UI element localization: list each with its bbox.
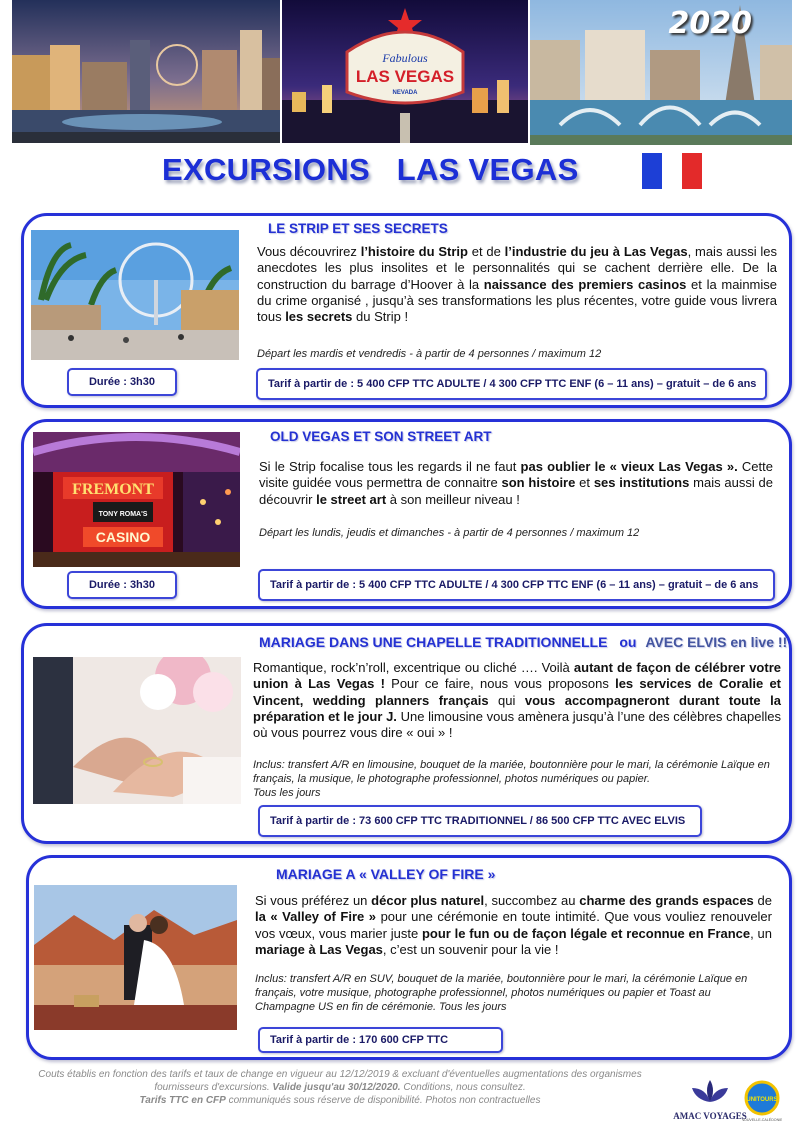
flag-stripe-blue [642,153,662,189]
footer-line3: communiqués sous réserve de disponibilité. Photos non contractuelles [225,1095,541,1106]
header-photo-vegas-sign [282,0,528,143]
photo-high-roller-strip [31,230,239,360]
price-badge: Tarif à partir de : 73 600 CFP TTC TRADITIONNEL / 86 500 CFP TTC AVEC ELVIS [258,805,702,837]
unitours-logo [742,1080,782,1120]
price-badge: Tarif à partir de : 170 600 CFP TTC [258,1027,503,1053]
sign-las-vegas-text: LAS VEGAS [355,67,455,86]
unitours-sub-text: NOUVELLE-CALÉDONIE [742,1118,782,1122]
duration-badge: Durée : 3h30 [67,368,177,396]
sign-nevada-text: NEVADA [392,90,418,96]
section-description: Si le Strip focalise tous les regards il ne faut pas oublier le « vieux Las Vegas ». Cette visite guidée vous permettra de connaitre son histoire et ses institutions mais aussi de découvrir le street art à son meilleur niveau ! [259,459,774,507]
flag-stripe-red [682,153,702,189]
price-badge: Tarif à partir de : 5 400 CFP TTC ADULTE / 4 300 CFP TTC ENF (6 – 11 ans) – gratuit – de 6 ans [256,368,767,400]
inclusions-note: Inclus: transfert A/R en SUV, bouquet de la mariée, boutonnière pour le mari, la cérémonie Laïque en français, votre musique, photographe professionnel, photos numériques ou papier et Toast au Champagne US en fin de cérémonie. Tous les jours [255,973,748,1013]
section-description: Vous découvrirez l’histoire du Strip et de l’industrie du jeu à Las Vegas, mais aussi les anecdotes les plus insolites et le personnalités qui se cachent derrière elle. De la construction du barrage d’Hoover à la naissance des premiers casinos et la mainmise du crime organisé , jusqu’à ses transformations les plus récentes, votre guide vous livrera tous les secrets du Strip ! [257,244,777,325]
amac-lotus-icon [688,1078,732,1106]
header-photo-bellagio [530,0,792,145]
title-elvis: AVEC ELVIS en live !! [645,634,788,650]
tony-romas-sign-text: TONY ROMA'S [98,511,148,518]
departure-note: Départ les lundis, jeudis et dimanches - à partir de 4 personnes / maximum 12 [259,527,640,539]
footer-disclaimer [30,1068,650,1107]
photo-fremont-street [33,432,240,567]
footer-tarifs: Tarifs TTC en CFP [139,1095,226,1106]
inclusions-text: Inclus: transfert A/R en limousine, bouquet de la mariée, boutonnière pour le mari, la cérémonie Laïque en français, la musique, le photographe professionnel, photos numériques ou papier. [253,759,770,785]
unitours-text: UNITOURS [746,1097,778,1103]
section-title [259,634,787,650]
year-badge: 2020 [668,6,752,41]
price-badge: Tarif à partir de : 5 400 CFP TTC ADULTE / 4 300 CFP TTC ENF (6 – 11 ans) – gratuit – de 6 ans [258,569,775,601]
amac-label: AMAC VOYAGES [673,1111,747,1121]
section-title: OLD VEGAS ET SON STREET ART [270,429,492,444]
section-description: Romantique, rock’n’roll, excentrique ou cliché …. Voilà autant de façon de célébrer votre union à Las Vegas ! Pour ce faire, nous vous proposons les services de Coralie et Vincent, wedding planners français qui vous accompagneront durant toute la préparation et le jour J. Une limousine vous amènera jusqu’à l’une des célèbres chapelles où vous pourrez vous dire « oui » ! [253,660,782,741]
flag-stripe-white [662,153,682,189]
footer-validity: Valide jusqu'au 30/12/2020. [272,1082,401,1093]
inclusions-note [253,758,781,800]
title-ou: ou [619,634,637,650]
photo-desert-wedding [34,885,237,1030]
title-main: MARIAGE DANS UNE CHAPELLE TRADITIONNELLE [259,634,608,650]
section-title: LE STRIP ET SES SECRETS [268,221,448,236]
france-flag-icon [642,153,702,189]
schedule-text: Tous les jours [253,787,321,799]
fremont-sign-text: FREMONT [72,481,154,498]
amac-voyages-logo [670,1078,750,1121]
section-description: Si vous préférez un décor plus naturel, succombez au charme des grands espaces de la « Valley of Fire » pour une cérémonie en toute intimité. Que vous vouliez renouveler vos vœux, vous marier juste pour le fun ou de façon légale et reconnue en France, un mariage à Las Vegas, c’est un souvenir pour la vie ! [255,893,772,957]
photo-wedding-hands [33,657,241,804]
footer-line2: Conditions, nous consultez. [400,1082,526,1093]
header-photo-strip-skyline [12,0,280,143]
casino-sign-text: CASINO [95,529,151,545]
section-title: MARIAGE A « VALLEY OF FIRE » [276,866,496,882]
departure-note: Départ les mardis et vendredis - à partir de 4 personnes / maximum 12 [257,348,602,360]
footer-line1: Couts établis en fonction des tarifs et taux de change en vigueur au 12/12/2019 & excluant d'éventuelles augmentations des organismes fournisseurs d'excursions. [38,1069,642,1093]
page-title: EXCURSIONS LAS VEGAS [162,152,579,187]
sign-fabulous-text: Fabulous [382,51,428,65]
duration-badge: Durée : 3h30 [67,571,177,599]
